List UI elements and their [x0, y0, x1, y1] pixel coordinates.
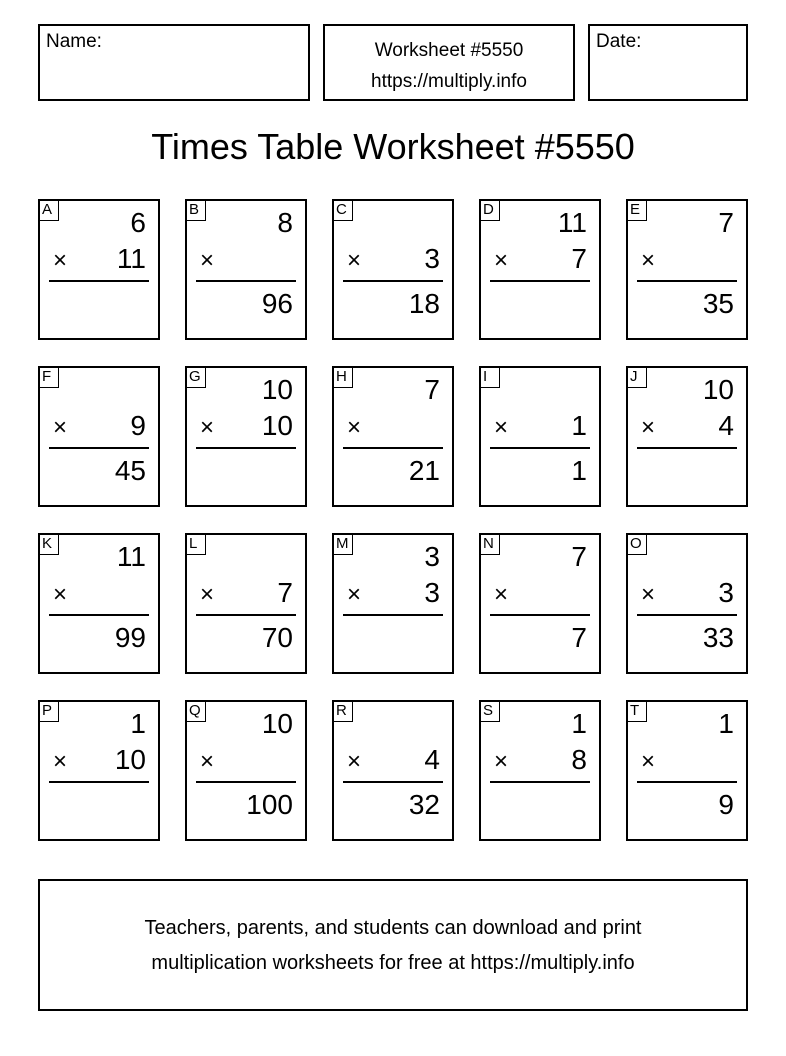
- problem-label: S: [480, 701, 500, 722]
- date-label: Date:: [596, 31, 642, 52]
- times-sign: ×: [200, 247, 215, 274]
- top-number: 7: [718, 207, 734, 238]
- top-number: 1: [130, 708, 146, 739]
- footer-note: [38, 879, 748, 1011]
- name-label: Name:: [46, 31, 102, 52]
- problem-label: G: [186, 367, 206, 388]
- answer-rule: [49, 280, 149, 282]
- times-sign: ×: [641, 581, 656, 608]
- times-sign: ×: [641, 748, 656, 775]
- answer: 18: [408, 288, 440, 319]
- answer: 96: [261, 288, 293, 319]
- multiplier: 9: [130, 410, 146, 441]
- times-sign: ×: [494, 581, 509, 608]
- multiplier: 10: [261, 410, 293, 441]
- top-number: 10: [261, 374, 293, 405]
- problem-card: [185, 533, 307, 674]
- problem-label: P: [39, 701, 59, 722]
- answer: 99: [114, 622, 146, 653]
- top-number: 11: [557, 207, 587, 238]
- answer-rule: [490, 781, 590, 783]
- times-sign: ×: [347, 748, 362, 775]
- problem-card: [626, 366, 748, 507]
- top-number: 10: [702, 374, 734, 405]
- problem-card: [38, 366, 160, 507]
- answer: 7: [571, 622, 587, 653]
- answer-rule: [343, 614, 443, 616]
- top-number: 8: [277, 207, 293, 238]
- answer-rule: [637, 280, 737, 282]
- multiplier: 3: [718, 577, 734, 608]
- problem-card: [185, 700, 307, 841]
- top-number: 3: [424, 541, 440, 572]
- multiplier: 8: [571, 744, 587, 775]
- times-sign: ×: [347, 581, 362, 608]
- times-sign: ×: [494, 414, 509, 441]
- problem-card: [479, 700, 601, 841]
- answer: 1: [571, 455, 587, 486]
- problem-card: [185, 199, 307, 340]
- worksheet-number: Worksheet #5550: [374, 40, 524, 61]
- problem-label: B: [186, 200, 206, 221]
- times-sign: ×: [53, 414, 68, 441]
- times-sign: ×: [641, 414, 656, 441]
- page-title: Times Table Worksheet #5550: [151, 126, 635, 167]
- problem-label: I: [480, 367, 500, 388]
- multiplier: 7: [277, 577, 293, 608]
- multiplier: 10: [114, 744, 146, 775]
- answer: 32: [408, 789, 440, 820]
- times-sign: ×: [494, 247, 509, 274]
- times-sign: ×: [53, 247, 68, 274]
- problem-label: D: [480, 200, 500, 221]
- problem-card: [332, 700, 454, 841]
- top-number: 7: [424, 374, 440, 405]
- problem-label: N: [480, 534, 500, 555]
- times-sign: ×: [494, 748, 509, 775]
- problem-card: [479, 366, 601, 507]
- top-number: 7: [571, 541, 587, 572]
- answer-rule: [49, 781, 149, 783]
- problem-label: R: [333, 701, 353, 722]
- times-sign: ×: [347, 414, 362, 441]
- answer: 70: [261, 622, 293, 653]
- problem-label: E: [627, 200, 647, 221]
- answer-rule: [49, 447, 149, 449]
- problem-card: [38, 533, 160, 674]
- answer: 21: [408, 455, 440, 486]
- problem-label: J: [627, 367, 647, 388]
- times-sign: ×: [347, 247, 362, 274]
- answer-rule: [637, 781, 737, 783]
- answer-rule: [343, 447, 443, 449]
- answer-rule: [49, 614, 149, 616]
- answer: 33: [702, 622, 734, 653]
- problem-label: A: [39, 200, 59, 221]
- problem-card: [626, 700, 748, 841]
- top-number: 1: [571, 708, 587, 739]
- multiplier: 3: [424, 577, 440, 608]
- multiplier: 4: [424, 744, 440, 775]
- footer-line-1: Teachers, parents, and students can download and print: [144, 917, 642, 939]
- answer-rule: [196, 447, 296, 449]
- top-number: 6: [130, 207, 146, 238]
- problem-card: [479, 533, 601, 674]
- problem-card: [38, 700, 160, 841]
- problem-label: L: [186, 534, 206, 555]
- answer: 35: [702, 288, 734, 319]
- problem-card: [479, 199, 601, 340]
- worksheet-url: https://multiply.info: [371, 71, 527, 92]
- answer: 45: [114, 455, 146, 486]
- times-sign: ×: [200, 581, 215, 608]
- problem-card: [626, 533, 748, 674]
- times-sign: ×: [200, 748, 215, 775]
- top-number: 10: [261, 708, 293, 739]
- answer-rule: [637, 614, 737, 616]
- problem-label: O: [627, 534, 647, 555]
- problem-label: K: [39, 534, 59, 555]
- problem-label: C: [333, 200, 353, 221]
- answer-rule: [343, 280, 443, 282]
- multiplier: 3: [424, 243, 440, 274]
- multiplier: 7: [571, 243, 587, 274]
- answer-rule: [196, 280, 296, 282]
- multiplier: 4: [718, 410, 734, 441]
- times-sign: ×: [200, 414, 215, 441]
- problem-card: [332, 199, 454, 340]
- answer-rule: [196, 614, 296, 616]
- top-number: 11: [116, 541, 146, 572]
- multiplier: 1: [571, 410, 587, 441]
- multiplier: 11: [116, 243, 146, 274]
- problem-label: H: [333, 367, 353, 388]
- top-number: 1: [718, 708, 734, 739]
- answer-rule: [637, 447, 737, 449]
- answer-rule: [343, 781, 443, 783]
- problem-card: [38, 199, 160, 340]
- problem-card: [626, 199, 748, 340]
- times-sign: ×: [53, 748, 68, 775]
- answer-rule: [490, 447, 590, 449]
- times-sign: ×: [53, 581, 68, 608]
- problem-card: [332, 366, 454, 507]
- answer: 9: [718, 789, 734, 820]
- times-sign: ×: [641, 247, 656, 274]
- problem-label: T: [627, 701, 647, 722]
- problem-label: Q: [186, 701, 206, 722]
- answer: 100: [246, 789, 293, 820]
- answer-rule: [490, 280, 590, 282]
- footer-line-2: multiplication worksheets for free at https://multiply.info: [151, 952, 635, 974]
- answer-rule: [490, 614, 590, 616]
- problem-label: F: [39, 367, 59, 388]
- problem-card: [185, 366, 307, 507]
- problem-card: [332, 533, 454, 674]
- answer-rule: [196, 781, 296, 783]
- problem-label: M: [333, 534, 353, 555]
